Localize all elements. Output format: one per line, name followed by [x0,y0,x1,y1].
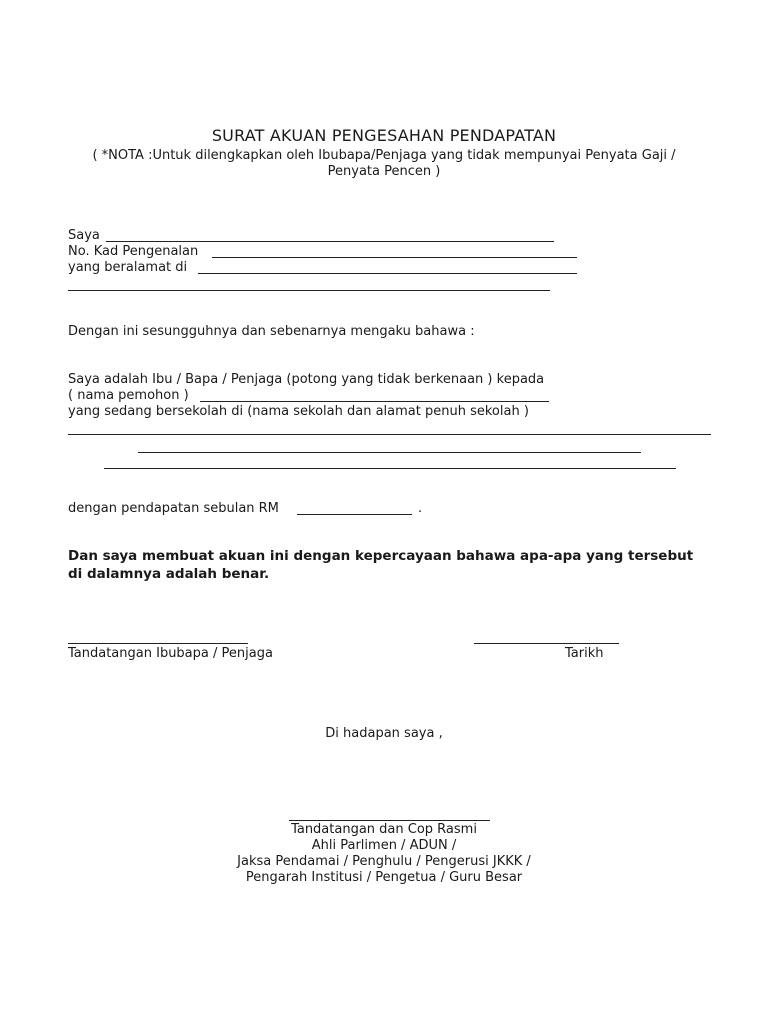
affirmation-line-2: di dalamnya adalah benar. [68,566,270,582]
official-signature-line[interactable] [289,820,490,821]
address-field-line-2[interactable] [68,290,550,291]
income-label: dengan pendapatan sebulan RM [68,501,279,516]
date-label: Tarikh [565,646,604,661]
official-line-4: Pengarah Institusi / Pengetua / Guru Besar [245,870,523,885]
school-label: yang sedang bersekolah di (nama sekolah dan alamat penuh sekolah ) [68,404,529,419]
declaration-text: Dengan ini sesungguhnya dan sebenarnya mengaku bahawa : [68,324,475,339]
official-line-2: Ahli Parlimen / ADUN / [311,838,457,853]
ic-number-field[interactable] [212,257,577,258]
address-field-line-1[interactable] [198,273,577,274]
saya-name-field[interactable] [106,241,554,242]
witness-intro: Di hadapan saya , [325,726,443,741]
parent-signature-line[interactable] [68,643,248,644]
official-line-1: Tandatangan dan Cop Rasmi [291,822,477,837]
applicant-name-field[interactable] [200,401,549,402]
school-field-line-2[interactable] [138,452,641,453]
parent-signature-label: Tandatangan Ibubapa / Penjaga [68,646,273,661]
school-field-line-3[interactable] [104,468,676,469]
applicant-name-label: ( nama pemohon ) [68,388,189,403]
note-line-1: ( *NOTA :Untuk dilengkapkan oleh Ibubapa/Penjaga yang tidak mempunyai Penyata Gaji / [92,148,676,163]
date-line[interactable] [474,643,619,644]
income-amount-field[interactable] [297,514,412,515]
official-line-3: Jaksa Pendamai / Penghulu / Pengerusi JKKK / [237,854,531,869]
saya-label: Saya [68,228,100,243]
address-label: yang beralamat di [68,260,188,275]
income-period: . [418,501,423,516]
note-line-2: Penyata Pencen ) [327,164,441,179]
parent-relation-text: Saya adalah Ibu / Bapa / Penjaga (potong yang tidak berkenaan ) kepada [68,372,545,387]
affirmation-line-1: Dan saya membuat akuan ini dengan kepercayaan bahawa apa-apa yang tersebut [68,548,694,564]
document-title: SURAT AKUAN PENGESAHAN PENDAPATAN [211,126,557,145]
ic-number-label: No. Kad Pengenalan [68,244,199,259]
school-field-line-1[interactable] [68,434,711,435]
